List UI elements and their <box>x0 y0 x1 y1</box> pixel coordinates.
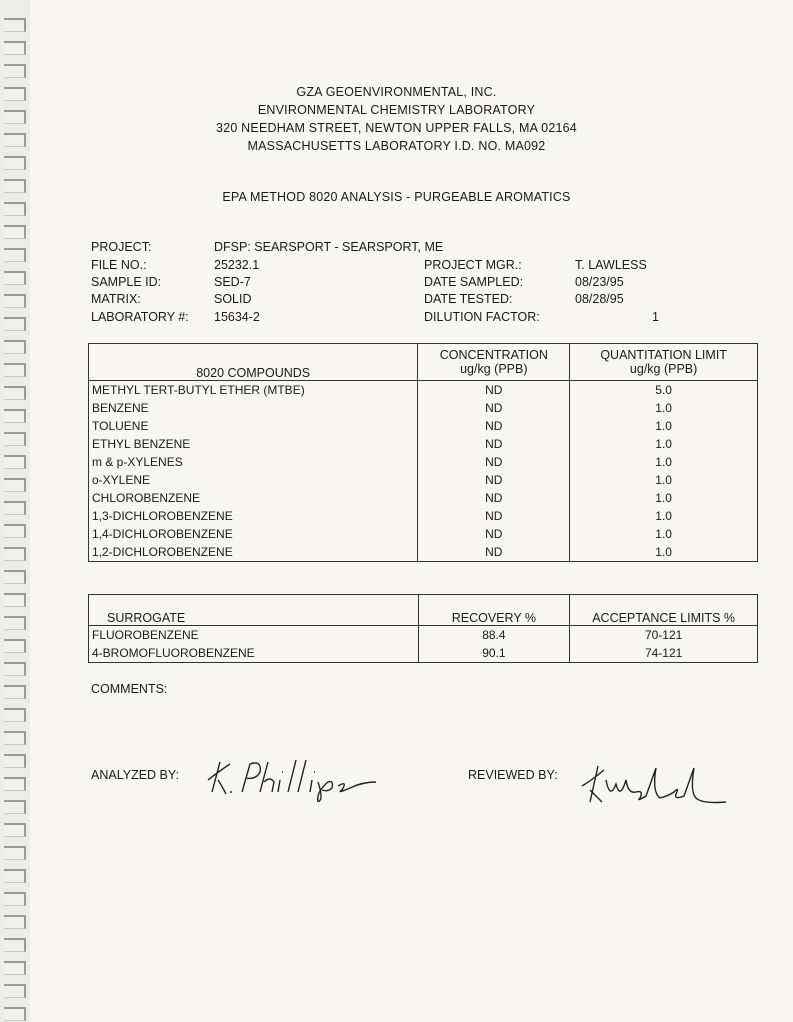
binding-ring <box>4 754 26 768</box>
spiral-binding <box>0 0 30 1022</box>
quantitation-limit-value: 1.0 <box>655 455 672 469</box>
table-row <box>89 489 758 507</box>
binding-ring <box>4 156 26 170</box>
analyzed-signature <box>200 752 385 802</box>
matrix-label: MATRIX: <box>91 292 141 306</box>
header-limit-line1: QUANTITATION LIMIT <box>600 348 727 362</box>
binding-ring <box>4 616 26 630</box>
acceptance-limits-value: 70-121 <box>644 628 683 642</box>
header-recovery: RECOVERY % <box>418 595 570 626</box>
binding-ring <box>4 639 26 653</box>
mgr-value: T. LAWLESS <box>575 258 647 272</box>
lab-id: MASSACHUSETTS LABORATORY I.D. NO. MA092 <box>247 139 546 153</box>
concentration-value: ND <box>418 453 570 471</box>
mgr-label: PROJECT MGR.: <box>424 258 522 272</box>
compound-name: o-XYLENE <box>89 471 418 489</box>
binding-ring <box>4 593 26 607</box>
table-row <box>89 381 758 400</box>
binding-ring <box>4 869 26 883</box>
tested-label: DATE TESTED: <box>424 292 513 306</box>
surrogate-body <box>89 626 758 663</box>
matrix-value: SOLID <box>214 292 252 306</box>
header-compound: 8020 COMPOUNDS <box>89 344 418 381</box>
table-row <box>89 399 758 417</box>
surrogate-table <box>88 594 758 663</box>
quantitation-limit-value: 1.0 <box>655 419 672 433</box>
compounds-body <box>89 381 758 562</box>
compound-name: 1,3-DICHLOROBENZENE <box>89 507 418 525</box>
quantitation-limit-value: 5.0 <box>655 383 672 397</box>
project-value: DFSP: SEARSPORT - SEARSPORT, ME <box>214 240 444 254</box>
compound-name: CHLOROBENZENE <box>89 489 418 507</box>
compound-name: TOLUENE <box>89 417 418 435</box>
binding-ring <box>4 64 26 78</box>
quantitation-limit-value: 1.0 <box>655 473 672 487</box>
binding-ring <box>4 570 26 584</box>
surrogate-name: 4-BROMOFLUOROBENZENE <box>89 644 419 663</box>
header-acceptance: ACCEPTANCE LIMITS % <box>570 595 758 626</box>
project-label: PROJECT: <box>91 240 152 254</box>
quantitation-limit-value: 1.0 <box>655 545 672 559</box>
header-quantitation <box>570 344 758 381</box>
compound-name: METHYL TERT-BUTYL ETHER (MTBE) <box>89 381 418 400</box>
concentration-value: ND <box>418 471 570 489</box>
table-row <box>89 525 758 543</box>
sample-label: SAMPLE ID: <box>91 275 162 289</box>
quantitation-limit-value: 1.0 <box>655 527 672 541</box>
binding-ring <box>4 455 26 469</box>
binding-ring <box>4 1007 26 1021</box>
quantitation-limit-value: 1.0 <box>655 491 672 505</box>
binding-ring <box>4 409 26 423</box>
dilution-value: 1 <box>652 310 659 324</box>
binding-ring <box>4 271 26 285</box>
comments-label: COMMENTS: <box>91 682 168 696</box>
dilution-label: DILUTION FACTOR: <box>424 310 540 324</box>
table-row <box>89 626 758 645</box>
sample-value: SED-7 <box>214 275 251 289</box>
compounds-header-row <box>89 344 758 381</box>
compound-name: 1,4-DICHLOROBENZENE <box>89 525 418 543</box>
compound-name: 1,2-DICHLOROBENZENE <box>89 543 418 562</box>
tested-value: 08/28/95 <box>575 292 624 306</box>
binding-ring <box>4 892 26 906</box>
binding-ring <box>4 984 26 998</box>
table-row <box>89 435 758 453</box>
compound-name: ETHYL BENZENE <box>89 435 418 453</box>
labno-value: 15634-2 <box>214 310 260 324</box>
header-conc-line2: ug/kg (PPB) <box>460 362 528 376</box>
reviewed-label: REVIEWED BY: <box>468 768 558 782</box>
binding-ring <box>4 846 26 860</box>
binding-ring <box>4 363 26 377</box>
binding-ring <box>4 225 26 239</box>
recovery-value: 90.1 <box>418 644 570 663</box>
binding-ring <box>4 41 26 55</box>
binding-ring <box>4 248 26 262</box>
concentration-value: ND <box>418 435 570 453</box>
header-limit-line2: ug/kg (PPB) <box>629 362 698 376</box>
binding-ring <box>4 961 26 975</box>
binding-ring <box>4 777 26 791</box>
binding-ring <box>4 915 26 929</box>
binding-ring <box>4 432 26 446</box>
binding-ring <box>4 547 26 561</box>
concentration-value: ND <box>418 489 570 507</box>
concentration-value: ND <box>418 525 570 543</box>
table-row <box>89 543 758 562</box>
analyzed-label: ANALYZED BY: <box>91 768 179 782</box>
quantitation-limit-value: 1.0 <box>655 437 672 451</box>
reviewed-signature <box>576 762 731 810</box>
compound-name: BENZENE <box>89 399 418 417</box>
recovery-value: 88.4 <box>418 626 570 645</box>
acceptance-limits-value: 74-121 <box>644 646 683 660</box>
method-title: EPA METHOD 8020 ANALYSIS - PURGEABLE AROMATICS <box>222 190 571 204</box>
binding-ring <box>4 685 26 699</box>
binding-ring <box>4 202 26 216</box>
binding-ring <box>4 317 26 331</box>
binding-ring <box>4 501 26 515</box>
binding-ring <box>4 800 26 814</box>
concentration-value: ND <box>418 381 570 400</box>
binding-ring <box>4 294 26 308</box>
binding-ring <box>4 662 26 676</box>
company-name: GZA GEOENVIRONMENTAL, INC. <box>296 85 497 99</box>
binding-ring <box>4 731 26 745</box>
surrogate-name: FLUOROBENZENE <box>89 626 419 645</box>
table-row <box>89 453 758 471</box>
binding-ring <box>4 708 26 722</box>
compound-name: m & p-XYLENES <box>89 453 418 471</box>
table-row <box>89 471 758 489</box>
quantitation-limit-value: 1.0 <box>655 401 672 415</box>
binding-ring <box>4 478 26 492</box>
binding-ring <box>4 386 26 400</box>
surrogate-header-row <box>89 595 758 626</box>
binding-ring <box>4 938 26 952</box>
file-label: FILE NO.: <box>91 258 147 272</box>
binding-ring <box>4 823 26 837</box>
binding-ring <box>4 18 26 32</box>
quantitation-limit-value: 1.0 <box>655 509 672 523</box>
concentration-value: ND <box>418 399 570 417</box>
lab-address: 320 NEEDHAM STREET, NEWTON UPPER FALLS, MA 02164 <box>216 121 577 135</box>
header-surrogate: SURROGATE <box>89 595 419 626</box>
concentration-value: ND <box>418 543 570 562</box>
table-row <box>89 417 758 435</box>
labno-label: LABORATORY #: <box>91 310 189 324</box>
compounds-table <box>88 343 758 562</box>
header-conc-line1: CONCENTRATION <box>439 348 548 362</box>
table-row <box>89 644 758 663</box>
sampled-label: DATE SAMPLED: <box>424 275 524 289</box>
binding-ring <box>4 340 26 354</box>
header-concentration <box>418 344 570 381</box>
concentration-value: ND <box>418 417 570 435</box>
table-row <box>89 507 758 525</box>
sampled-value: 08/23/95 <box>575 275 624 289</box>
concentration-value: ND <box>418 507 570 525</box>
lab-name: ENVIRONMENTAL CHEMISTRY LABORATORY <box>257 103 536 117</box>
file-value: 25232.1 <box>214 258 260 272</box>
binding-ring <box>4 524 26 538</box>
